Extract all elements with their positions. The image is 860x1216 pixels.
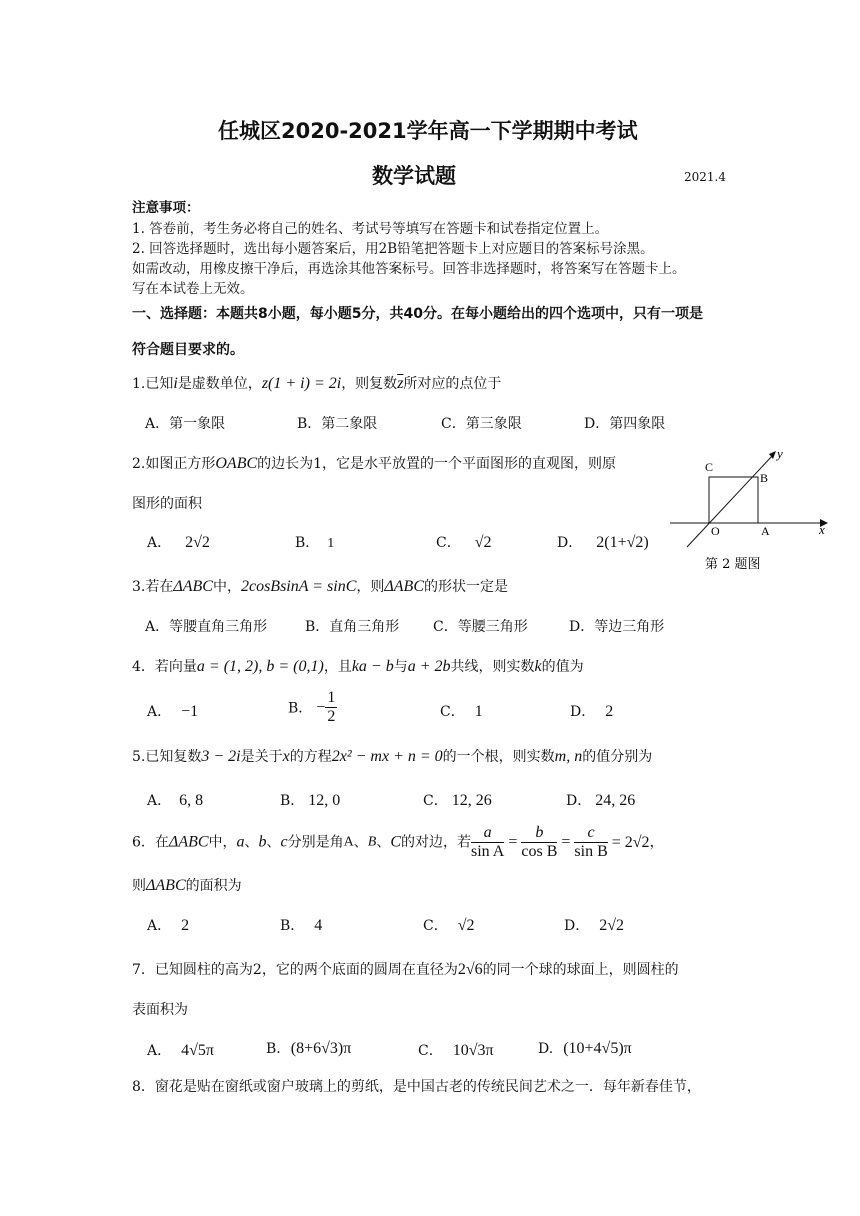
q1-equation: z(1 + i) = 2i [261,375,342,392]
q4-option-label: A． [147,704,172,720]
q4-option-label: B． [288,700,313,717]
q6-option-a-value: 2 [181,917,190,934]
q7-option-d [538,1040,632,1058]
q2-text: 的边长为1，它是水平放置的一个平面图形的直观图，则原 [257,456,617,472]
q5-complex: 3 − 2i [201,748,241,765]
q6-option-b [280,915,322,935]
notice-item-2-end: 写在本试卷上无效。 [132,281,254,297]
q2-option-c [436,532,492,552]
q6-text: 分别是角 [287,834,344,851]
q1-option-b: B．第二象限 [297,416,378,432]
q3-triangle: ΔABC [173,578,213,595]
q5-option-c [423,790,492,810]
q4-option-label: C． [440,704,465,720]
label-x: x [819,522,825,537]
q4-var-k: k [534,658,542,675]
q7-text: 的同一个球的球面上，则圆柱的 [482,962,679,978]
q5-text: 是关于 [240,749,283,765]
notice-heading: 注意事项： [132,200,200,216]
q1-text: 1.已知 [132,376,174,392]
q6-option-c-value: √2 [457,917,475,934]
q6-triangle: ΔABC [146,877,186,894]
q5-option-label: A． [147,793,172,809]
q2-option-d [557,532,649,552]
q5-option-b-value: 12, 0 [308,792,341,809]
q6-text: 中， [208,834,237,851]
q2-text: 2.如图正方形 [132,456,216,472]
q2-option-label: B． [295,535,320,551]
q7-option-a [147,1040,214,1060]
q2-option-a [147,532,210,552]
q5-option-label: B． [280,793,305,809]
q6-option-d-value: 2√2 [599,917,625,934]
q6-option-label: A． [147,918,172,934]
q4-option-d [570,701,613,721]
q3-text: 3.若在 [132,579,174,595]
q5-option-d-value: 24, 26 [595,792,636,809]
q2-option-b-value: 1 [327,536,335,551]
q5-option-b [280,790,340,810]
q6-sep: 、 [266,834,281,851]
q6-fraction-1 [471,824,504,861]
q4-expr-1: ka − b [351,658,394,675]
q5-var-x: x [282,748,290,765]
q4-text: 与 [393,659,408,675]
fraction-numerator: b [521,824,557,843]
fraction-denominator: 2 [327,708,336,725]
q6-option-c [423,915,475,935]
q6-option-label: C． [423,918,448,934]
q4-option-label: D． [570,704,596,720]
q4-option-a-value: −1 [181,703,199,720]
equals-sign: = [504,833,522,851]
section-heading-cont: 符合题目要求的。 [132,342,244,358]
q6-var-a: a [236,833,245,851]
q1-text: 所对应的点位于 [403,376,502,392]
q6-text: ， [649,834,664,851]
q1-option-d: D．第四象限 [584,416,666,432]
q4-text: 共线，则实数 [450,659,535,675]
q7-option-d-value: (10+4√5)π [563,1040,632,1057]
q6-option-d [564,915,624,935]
q3-option-c: C．等腰三角形 [433,619,528,635]
notice-item-2-cont: 如需改动，用橡皮擦干净后，再选涂其他答案标号。回答非选择题时，将答案写在答题卡上。 [132,261,686,277]
q1-text: ，则复数 [341,376,398,392]
exam-title: 任城区2020-2021学年高一下学期期中考试 [218,119,638,143]
label-a: A [761,524,770,538]
q2-option-label: C． [436,535,461,551]
q6-var-b: b [258,833,267,851]
question-6 [132,824,664,861]
q2-option-d-value: 2(1+√2) [596,534,649,551]
notice-item-1: 1. 答卷前，考生务必将自己的姓名、考试号等填写在答题卡和试卷指定位置上。 [132,221,609,237]
q2-option-c-value: √2 [474,534,492,551]
q6-option-a [147,915,189,935]
q3-equation: 2cosBsinA = sinC [240,578,357,595]
q3-text: 中， [212,579,241,595]
fraction-numerator: c [574,824,607,843]
question-5 [132,746,652,766]
question-3 [132,576,508,596]
exam-subtitle: 数学试题 [372,164,456,188]
label-o: O [711,524,720,538]
q5-text: 的一个根，则实数 [442,749,555,765]
q7-option-label: C． [418,1043,443,1059]
q6-angle-b: B [367,834,377,850]
q6-text: 的面积为 [185,878,242,894]
q2-option-label: D． [557,535,583,551]
q6-sep: 、 [353,834,368,851]
q2-square-name: OABC [215,455,258,472]
fraction-numerator: 1 [327,689,336,706]
question-7 [132,959,679,979]
q1-text: 是虚数单位， [177,376,262,392]
label-y: y [777,446,783,461]
q4-option-d-value: 2 [605,703,614,720]
q6-angle-a: A [343,834,354,850]
q4-text: 的值为 [541,659,584,675]
q6-line-2 [132,875,242,895]
q6-var-c: c [280,833,288,851]
figure-caption: 第 2 题图 [705,557,761,572]
q4-option-b-sign: − [316,698,326,716]
q7-option-a-value: 4√5π [181,1042,214,1059]
q6-option-label: D． [564,918,590,934]
q5-option-label: C． [423,793,448,809]
q5-text: 的值分别为 [582,749,653,765]
q6-text: 6．在 [132,834,169,851]
q1-var-i: i [173,375,178,392]
fraction-denominator: sin B [574,843,608,860]
q1-zbar: $\overline{z}$ [397,375,404,392]
q6-option-label: B． [280,918,305,934]
q7-option-c [418,1040,494,1060]
q7-option-label: B. [266,1041,281,1057]
q2-figure [665,445,835,580]
q3-text: 的形状一定是 [423,579,508,595]
q5-equation: 2x² − mx + n = 0 [331,748,443,765]
label-b: B [760,471,769,485]
q6-fraction-3 [574,824,607,861]
q3-triangle: ΔABC [384,578,424,595]
q3-text: ，则 [356,579,385,595]
q6-rhs: = 2√2 [611,833,650,851]
notice-item-2: 2. 回答选择题时，选出每小题答案后，用2B铅笔把答题卡上对应题目的答案标号涂黑。 [132,241,654,257]
q6-text: 则 [132,878,146,894]
q6-angle-c: C [390,833,401,851]
q7-option-b-value: (8+6√3)π [290,1040,352,1057]
q1-option-a: A．第一象限 [145,416,226,432]
question-2 [132,453,616,473]
q7-text: 7．已知圆柱的高为2，它的两个底面的圆周在直径为 [132,962,458,978]
q4-text: ，且 [323,659,352,675]
q4-option-c-value: 1 [474,703,483,720]
q5-text: 5.已知复数 [132,749,202,765]
q5-option-label: D． [566,793,592,809]
q3-option-a: A．等腰直角三角形 [145,619,268,635]
q5-option-a-value: 6, 8 [179,792,204,809]
q5-option-d [566,790,635,810]
q5-vars-mn: m, n [554,748,583,765]
q5-option-a [147,790,203,810]
fraction-denominator: sin A [471,843,505,860]
q6-triangle: ΔABC [168,833,209,851]
q7-diameter: 2√6 [457,961,483,978]
q5-option-c-value: 12, 26 [451,792,492,809]
q4-vectors: a = (1, 2), b = (0,1) [196,658,324,675]
q4-option-c [440,701,483,721]
fraction-numerator: a [471,824,504,843]
q6-fraction-2 [521,824,557,861]
section-heading: 一、选择题：本题共8小题，每小题5分，共40分。在每小题给出的四个选项中，只有一项是 [132,306,703,322]
question-8: 8．窗花是贴在窗纸或窗户玻璃上的剪纸，是中国古老的传统民间艺术之一．每年新春佳节， [132,1079,701,1095]
q3-option-b: B．直角三角形 [305,619,400,635]
q2-option-label: A． [147,535,172,551]
q4-option-a [147,701,198,721]
q7-line-2: 表面积为 [132,1002,188,1018]
q4-expr-2: a + 2b [407,658,451,675]
equals-sign: = [557,833,575,851]
q2-text-line2: 图形的面积 [132,496,202,512]
question-4 [132,656,584,676]
q6-sep: 、 [376,834,391,851]
q3-option-d: D．等边三角形 [569,619,665,635]
q6-option-b-value: 4 [314,917,323,934]
q2-option-b [295,532,334,552]
q2-option-a-value: 2√2 [185,534,210,551]
q5-text: 的方程 [289,749,332,765]
fraction-denominator: cos B [521,843,558,860]
q4-option-b [288,689,337,726]
q4-text: 4．若向量 [132,659,197,675]
q6-sep: 、 [244,834,259,851]
q7-option-label: A． [147,1043,172,1059]
exam-date: 2021.4 [684,170,726,184]
q7-option-label: D. [538,1041,554,1057]
q4-option-b-fraction [325,689,337,726]
q1-option-c: C．第三象限 [441,416,522,432]
q7-option-c-value: 10√3π [452,1042,494,1059]
q6-text: 的对边，若 [401,834,471,851]
q7-option-b [266,1040,351,1058]
question-1 [132,373,501,393]
label-c: C [705,460,714,474]
